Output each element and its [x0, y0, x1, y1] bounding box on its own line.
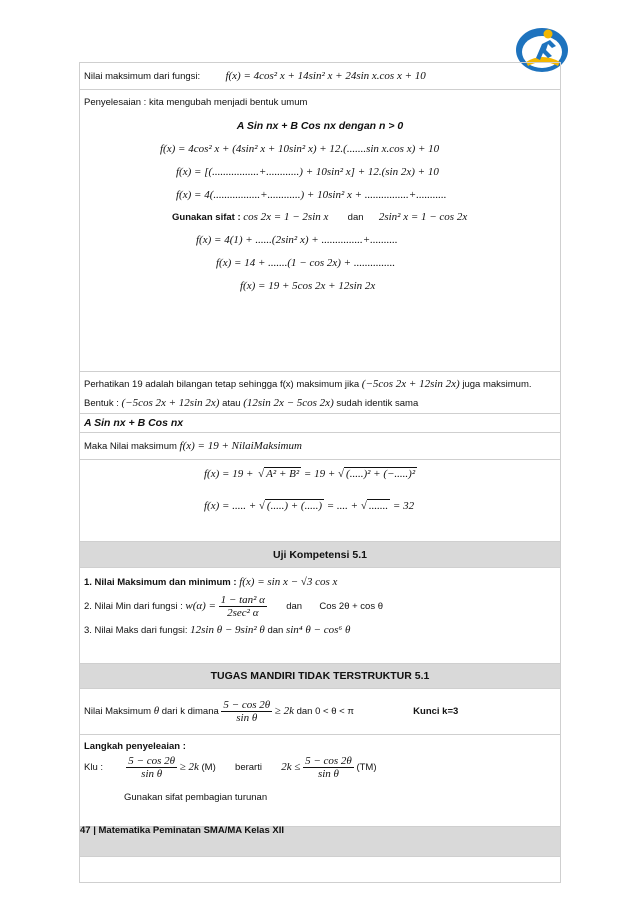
tugas-berarti: berarti	[235, 762, 262, 774]
max-row	[80, 433, 561, 460]
max-expr: f(x) = 19 + NilaiMaksimum	[179, 440, 302, 452]
uji-cell	[80, 568, 561, 664]
eq8-left: f(x) = ..... +	[204, 500, 257, 512]
tugas-hint: Gunakan sifat pembagian turunan	[124, 792, 268, 803]
equation-6: f(x) = 19 + 5cos 2x + 12sin 2x	[240, 280, 376, 292]
tugas-step-lhs: 2k ≤	[281, 761, 301, 774]
property-1: cos 2x = 1 − 2sin x	[243, 211, 329, 223]
tugas-step-ineq: ≥ 2k	[179, 761, 199, 774]
content-table	[79, 62, 561, 883]
tugas-step-tm: (TM)	[356, 762, 377, 774]
tugas-title: TUGAS MANDIRI TIDAK TERSTRUKTUR 5.1	[80, 664, 561, 689]
tugas-steps-label: Langkah penyeleaian :	[84, 741, 186, 752]
uji-item-2-den: 2sec² α	[227, 607, 259, 619]
equation-7: f(x) = 19 + √ A² + B² = 19 + √ (.....)² + (−.....)²	[204, 468, 416, 480]
eq7-root-2: (.....)² + (−.....)²	[346, 468, 416, 480]
equation-8: f(x) = ..... + √ (.....) + (.....) = .... + √ ....... = 32	[204, 500, 415, 512]
tugas-question	[80, 689, 561, 735]
uji-item-1-expr: f(x) = sin x − √3 cos x	[239, 576, 338, 588]
eq7-root-1: A² + B²	[266, 468, 300, 480]
property-line	[84, 211, 556, 223]
property-2: 2sin² x = 1 − cos 2x	[378, 211, 468, 223]
eq8-root-2: .......	[368, 500, 389, 512]
equation-1: f(x) = 4cos² x + (4sin² x + 10sin² x) + 12.(.......sin x.cos x) + 10	[160, 143, 440, 155]
equation-5: f(x) = 14 + .......(1 − cos 2x) + ...............	[216, 257, 396, 269]
eq8-mid: = .... +	[326, 500, 359, 512]
note-expr-2: (−5cos 2x + 12sin 2x)	[121, 397, 220, 409]
uji-item-2-lhs: w(α) =	[185, 600, 216, 613]
tugas-step-m: (M)	[201, 762, 216, 774]
tugas-q-den: sin θ	[236, 712, 258, 724]
tugas-step-fraction-2	[303, 755, 354, 780]
tugas-step-num-1: 5 − cos 2θ	[128, 755, 176, 767]
uji-item-3-expr: 12sin θ − 9sin² θ	[190, 624, 265, 636]
intro-row	[80, 63, 561, 90]
note-text-b: juga maksimum. Bentuk :	[84, 379, 532, 409]
uji-item-2-num: 1 − tan² α	[220, 594, 265, 606]
tugas-q-ineq: ≥ 2k	[274, 705, 294, 718]
note-expr-1: (−5cos 2x + 12sin 2x)	[361, 378, 460, 390]
tugas-step-fraction-1	[126, 755, 177, 780]
general-form: A Sin nx + B Cos nx dengan n > 0	[236, 120, 404, 132]
uji-item-3-expr2: sin⁴ θ − cos⁶ θ	[285, 624, 351, 636]
page-footer: 47 | Matematika Peminatan SMA/MA Kelas XII	[80, 825, 284, 836]
solution-intro: Penyelesaian : kita mengubah menjadi bentuk umum	[84, 97, 308, 108]
eq8-right: = 32	[392, 500, 415, 512]
note-expr-3: (12sin 2x − 5cos 2x)	[243, 397, 334, 409]
tugas-klu: Klu :	[84, 762, 104, 774]
uji-item-2-fraction	[219, 594, 267, 619]
tugas-q-b: dari k dimana	[161, 706, 219, 718]
tugas-step-num-2: 5 − cos 2θ	[305, 755, 352, 767]
tugas-step-den-2: sin θ	[317, 768, 339, 780]
uji-item-1-label: 1. Nilai Maksimum dan minimum :	[84, 577, 237, 588]
uji-item-3-and: dan	[267, 625, 284, 636]
equation-2: f(x) = [(.................+............) + 10sin² x] + 12.(sin 2x) + 10	[176, 166, 439, 178]
property-label: Gunakan sifat :	[172, 212, 241, 223]
solution-cell	[80, 90, 561, 372]
intro-label: Nilai maksimum dari fungsi:	[84, 71, 201, 82]
tugas-q-num: 5 − cos 2θ	[223, 699, 271, 711]
uji-item-2-label: 2. Nilai Min dari fungsi :	[84, 601, 183, 613]
eq8-root-1: (.....) + (.....)	[266, 500, 322, 512]
tugas-q-range: dan 0 < θ < π	[296, 706, 354, 718]
uji-item-2-and: dan	[286, 601, 303, 613]
tugas-step-line	[84, 755, 556, 780]
uji-item-2	[84, 594, 556, 619]
note-text-a: Perhatikan 19 adalah bilangan tetap sehingga f(x) maksimum jika	[84, 379, 360, 390]
tugas-q-a: Nilai Maksimum	[84, 706, 152, 718]
note-text-c: sudah identik sama	[336, 398, 419, 409]
equation-4: f(x) = 4(1) + ......(2sin² x) + ...............+..........	[196, 234, 398, 246]
note-atau: atau	[222, 398, 241, 409]
tugas-steps	[80, 735, 561, 827]
tugas-q-theta: θ	[153, 705, 160, 718]
uji-item-2-expr2: Cos 2θ + cos θ	[319, 601, 384, 613]
eq7-mid: = 19 +	[303, 468, 336, 480]
form-repeat: A Sin nx + B Cos nx	[80, 414, 561, 433]
uji-item-3	[84, 624, 556, 636]
intro-function: f(x) = 4cos² x + 14sin² x + 24sin x.cos x + 10	[225, 70, 426, 82]
eq7-left: f(x) = 19 +	[204, 468, 254, 480]
tugas-kunci: Kunci k=3	[413, 706, 459, 718]
uji-title: Uji Kompetensi 5.1	[80, 542, 561, 568]
tugas-step-den-1: sin θ	[141, 768, 163, 780]
root-cell	[80, 460, 561, 542]
uji-item-1	[84, 576, 556, 588]
max-label: Maka Nilai maksimum	[84, 441, 177, 452]
equation-3: f(x) = 4(.................+............) + 10sin² x + ................+...........	[176, 189, 447, 201]
uji-item-3-label: 3. Nilai Maks dari fungsi:	[84, 625, 188, 636]
empty-row	[80, 857, 561, 883]
property-and: dan	[347, 212, 364, 223]
note-cell	[80, 372, 561, 414]
tugas-q-fraction	[221, 699, 272, 724]
